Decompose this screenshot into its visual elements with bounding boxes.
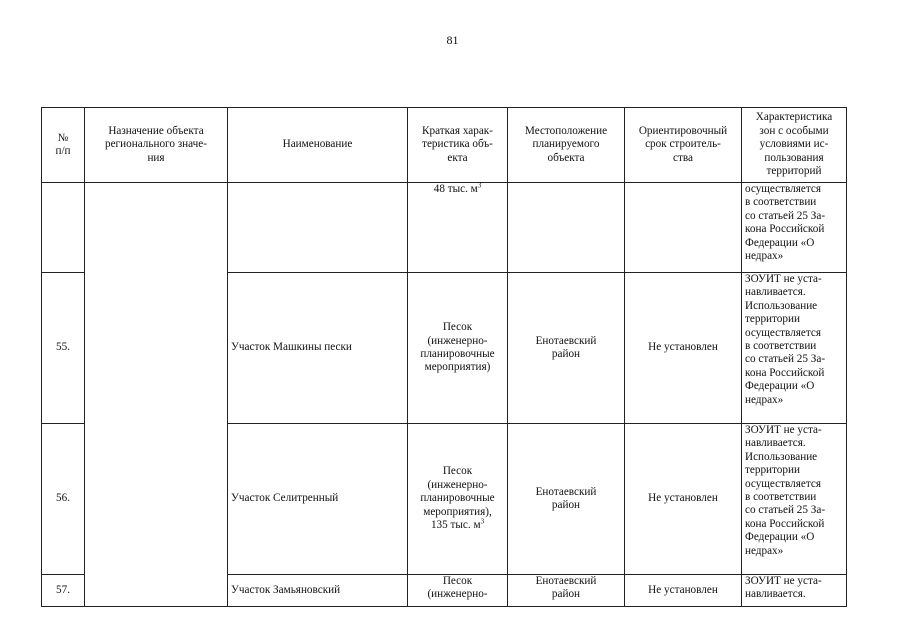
- row-location: Енотаевский район: [508, 424, 625, 575]
- row-name: Участок Машкины пески: [228, 273, 408, 424]
- header-zone: Характеристика зон с особыми условиями ис- пользования территорий: [742, 108, 847, 183]
- row-term: Не установлен: [625, 424, 742, 575]
- row-characteristic: [408, 273, 508, 424]
- row-zone: ЗОУИТ не уста- навливается. Использование территории осуществляется в соответствии со статьей 25 За- кона Российской Федерации «О недрах»: [742, 424, 847, 575]
- header-number: № п/п: [42, 108, 85, 183]
- row-term: Не установлен: [625, 273, 742, 424]
- characteristic-text: Песок (инженерно-: [427, 575, 488, 601]
- row-characteristic: [408, 575, 508, 607]
- row-characteristic: [408, 424, 508, 575]
- row-term: [625, 183, 742, 273]
- row-term: Не установлен: [625, 575, 742, 607]
- characteristic-text: Песок (инженерно- планировочные мероприятия), 135 тыс. м: [420, 465, 495, 532]
- row-zone: осуществляется в соответствии со статьей 25 За- кона Российской Федерации «О недрах»: [742, 183, 847, 273]
- header-name: Наименование: [228, 108, 408, 183]
- row-name: Участок Замьяновский: [228, 575, 408, 607]
- row-name: [228, 183, 408, 273]
- row-number: 56.: [42, 424, 85, 575]
- purpose-cell: [85, 183, 228, 607]
- objects-table: [41, 107, 847, 607]
- characteristic-text: 48 тыс. м: [433, 183, 478, 195]
- header-characteristic: Краткая харак- теристика объ- екта: [408, 108, 508, 183]
- row-number: [42, 183, 85, 273]
- table-row: [42, 183, 847, 273]
- header-purpose: Назначение объекта регионального значе- ния: [85, 108, 228, 183]
- row-number: 57.: [42, 575, 85, 607]
- row-location: Енотаевский район: [508, 273, 625, 424]
- row-zone: ЗОУИТ не уста- навливается.: [742, 575, 847, 607]
- header-location: Местоположение планируемого объекта: [508, 108, 625, 183]
- row-location: Енотаевский район: [508, 575, 625, 607]
- page-number: 81: [446, 33, 459, 47]
- characteristic-text: Песок (инженерно- планировочные мероприятия): [420, 321, 495, 374]
- row-location: [508, 183, 625, 273]
- row-characteristic: [408, 183, 508, 273]
- characteristic-sup: 3: [477, 181, 482, 190]
- row-zone: ЗОУИТ не уста- навливается. Использование территории осуществляется в соответствии со статьей 25 За- кона Российской Федерации «О недрах»: [742, 273, 847, 424]
- row-number: 55.: [42, 273, 85, 424]
- table-header-row: [42, 108, 847, 183]
- header-term: Ориентировочный срок строитель- ства: [625, 108, 742, 183]
- characteristic-sup: 3: [480, 517, 485, 526]
- row-name: Участок Селитренный: [228, 424, 408, 575]
